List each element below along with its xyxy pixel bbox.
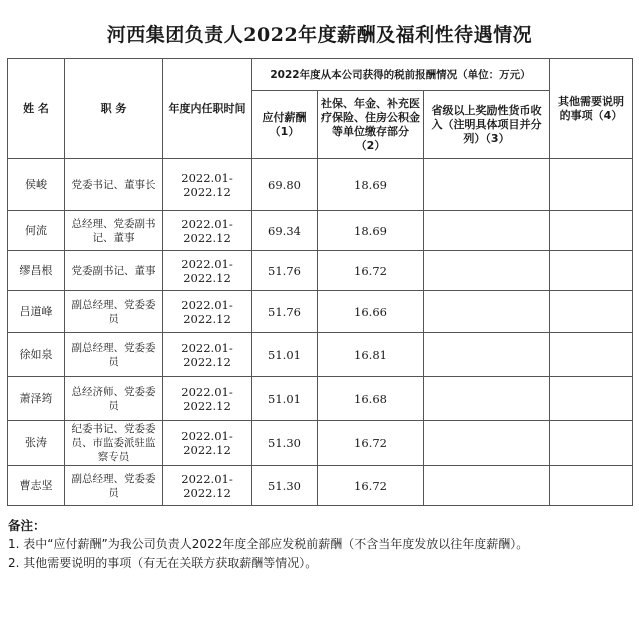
note-item: 1. 表中“应付薪酬”为我公司负责人2022年度全部应发税前薪酬（不含当年度发放以往年度薪酬）。: [8, 537, 529, 551]
cell-salary: 51.01: [252, 377, 318, 421]
cell-position: 副总经理、党委委员: [65, 291, 163, 333]
cell-other: [550, 421, 633, 466]
header-term: 年度内任职时间: [163, 59, 252, 159]
cell-position: 党委书记、董事长: [65, 159, 163, 211]
cell-salary: 69.34: [252, 211, 318, 251]
cell-position: 总经济师、党委委员: [65, 377, 163, 421]
cell-insurance: 16.72: [318, 421, 424, 466]
cell-name: 吕道峰: [8, 291, 65, 333]
header-insurance: 社保、年金、补充医疗保险、住房公积金等单位缴存部分（2）: [318, 91, 424, 159]
cell-salary: 51.30: [252, 466, 318, 506]
cell-position: 副总经理、党委委员: [65, 466, 163, 506]
table-row: [8, 421, 633, 466]
cell-name: 缪昌根: [8, 251, 65, 291]
cell-position: 总经理、党委副书记、董事: [65, 211, 163, 251]
header-income-group: 2022年度从本公司获得的税前报酬情况（单位：万元）: [252, 59, 550, 91]
cell-bonus: [424, 211, 550, 251]
page-title: 河西集团负责人2022年度薪酬及福利性待遇情况: [106, 24, 533, 46]
header-bonus: 省级以上奖励性货币收入（注明具体项目并分列）（3）: [424, 91, 550, 159]
cell-other: [550, 159, 633, 211]
cell-insurance: 16.72: [318, 466, 424, 506]
cell-name: 萧泽筠: [8, 377, 65, 421]
cell-other: [550, 251, 633, 291]
cell-name: 张涛: [8, 421, 65, 466]
header-name: 姓 名: [8, 59, 65, 159]
cell-salary: 51.30: [252, 421, 318, 466]
cell-bonus: [424, 421, 550, 466]
header-other: 其他需要说明的事项（4）: [550, 59, 633, 159]
header-salary: 应付薪酬（1）: [252, 91, 318, 159]
cell-term: 2022.01-2022.12: [163, 159, 252, 211]
cell-other: [550, 466, 633, 506]
table-row: [8, 211, 633, 251]
cell-other: [550, 333, 633, 377]
cell-other: [550, 291, 633, 333]
cell-bonus: [424, 159, 550, 211]
cell-salary: 51.76: [252, 291, 318, 333]
cell-insurance: 16.66: [318, 291, 424, 333]
cell-name: 曹志坚: [8, 466, 65, 506]
cell-bonus: [424, 291, 550, 333]
cell-term: 2022.01-2022.12: [163, 421, 252, 466]
cell-salary: 69.80: [252, 159, 318, 211]
cell-insurance: 16.68: [318, 377, 424, 421]
cell-term: 2022.01-2022.12: [163, 377, 252, 421]
cell-other: [550, 211, 633, 251]
cell-position: 纪委书记、党委委员、市监委派驻监察专员: [65, 421, 163, 466]
table-row: [8, 377, 633, 421]
cell-position: 党委副书记、董事: [65, 251, 163, 291]
table-row: [8, 251, 633, 291]
cell-name: 何流: [8, 211, 65, 251]
cell-insurance: 18.69: [318, 211, 424, 251]
salary-table: [7, 58, 633, 506]
cell-name: 徐如泉: [8, 333, 65, 377]
notes-section: [8, 516, 633, 573]
table-row: [8, 333, 633, 377]
cell-insurance: 18.69: [318, 159, 424, 211]
table-row: [8, 159, 633, 211]
cell-other: [550, 377, 633, 421]
cell-bonus: [424, 466, 550, 506]
cell-term: 2022.01-2022.12: [163, 333, 252, 377]
cell-position: 副总经理、党委委员: [65, 333, 163, 377]
cell-term: 2022.01-2022.12: [163, 291, 252, 333]
cell-insurance: 16.81: [318, 333, 424, 377]
cell-name: 侯峻: [8, 159, 65, 211]
table-row: [8, 466, 633, 506]
cell-term: 2022.01-2022.12: [163, 211, 252, 251]
cell-insurance: 16.72: [318, 251, 424, 291]
cell-term: 2022.01-2022.12: [163, 251, 252, 291]
cell-bonus: [424, 377, 550, 421]
table-row: [8, 291, 633, 333]
cell-salary: 51.01: [252, 333, 318, 377]
cell-bonus: [424, 333, 550, 377]
header-position: 职 务: [65, 59, 163, 159]
notes-heading: 备注：: [8, 518, 46, 533]
note-item: 2. 其他需要说明的事项（有无在关联方获取薪酬等情况）。: [8, 556, 318, 570]
cell-bonus: [424, 251, 550, 291]
cell-salary: 51.76: [252, 251, 318, 291]
cell-term: 2022.01-2022.12: [163, 466, 252, 506]
